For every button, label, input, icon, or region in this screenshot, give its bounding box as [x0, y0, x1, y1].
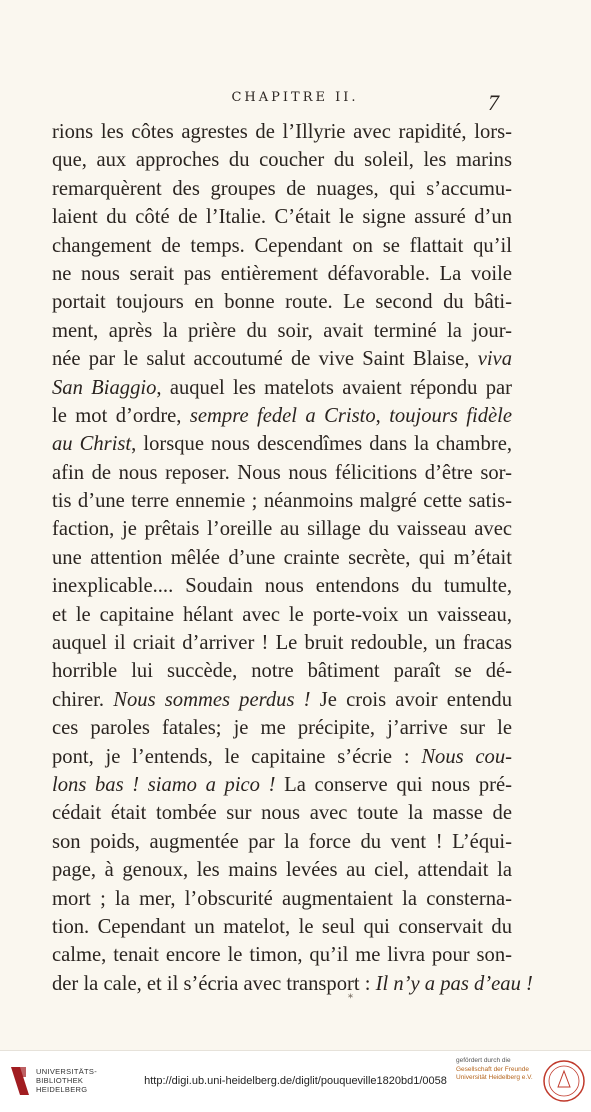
text-line: [52, 743, 512, 771]
italic-phrase: Il n’y a pas d’eau !: [375, 972, 533, 995]
text-line: [52, 714, 512, 742]
text-run: ne nous serait pas entièrement défavorable. La voile: [52, 262, 512, 285]
text-run: rions les côtes agrestes de l’Illyrie avec rapidité, lors-: [52, 121, 512, 143]
text-line: [52, 345, 512, 373]
text-line: [52, 799, 512, 827]
text-run: afin de nous reposer. Nous nous félicitions d’être sor-: [52, 461, 512, 484]
running-head: CHAPITRE II.: [231, 90, 359, 105]
text-run: La conserve qui nous pré-: [275, 773, 512, 796]
text-run: , lorsque nous descendîmes dans la chambre,: [131, 433, 512, 456]
text-run: page, à genoux, les mains levées au ciel, attendait la: [52, 859, 512, 882]
text-line: [52, 487, 512, 515]
text-run: horrible lui succède, notre bâtiment paraît se dé-: [52, 660, 512, 683]
text-run: chirer.: [52, 688, 114, 711]
society-seal-icon: [542, 1059, 586, 1103]
italic-phrase: toujours fidèle: [389, 404, 512, 427]
library-name-line: UNIVERSITÄTS-: [36, 1067, 97, 1076]
text-line: [52, 260, 512, 288]
italic-phrase: San Biaggio: [52, 376, 157, 399]
text-run: cédait était tombée sur nous avec toute la masse de: [52, 802, 512, 825]
sponsor-org-line: Gesellschaft der Freunde: [456, 1065, 529, 1073]
text-line: [52, 175, 512, 203]
body-text: [52, 118, 533, 998]
text-line: [52, 402, 512, 430]
sponsor-label: gefördert durch die: [456, 1057, 511, 1064]
text-line: [52, 657, 512, 685]
page-number: 7: [488, 90, 499, 115]
text-run: changement de temps. Cependant on se flattait qu’il: [52, 234, 512, 257]
text-line: [52, 856, 512, 884]
text-line: [52, 515, 512, 543]
text-run: ment, après la prière du soir, avait terminé la jour-: [52, 319, 512, 342]
italic-phrase: lons bas ! siamo a pico !: [52, 773, 276, 796]
text-run: calme, tenait encore le timon, qu’il me livra pour son-: [52, 944, 512, 967]
text-run: ces paroles fatales; je me précipite, j’arrive sur le: [52, 717, 512, 740]
text-line: [52, 459, 512, 487]
text-run: , auquel les matelots avaient répondu par: [156, 376, 513, 399]
text-line: [52, 118, 512, 146]
text-line: [52, 232, 512, 260]
text-line: [52, 885, 512, 913]
text-run: remarquèrent des groupes de nuages, qui s’accumu-: [52, 177, 512, 200]
sponsor-org-line: Universität Heidelberg e.V.: [456, 1074, 533, 1081]
text-run: que, aux approches du coucher du soleil, les marins: [52, 149, 512, 172]
italic-phrase: Nous cou-: [421, 745, 513, 768]
text-run: tion. Cependant un matelot, le seul qui conservait du: [52, 915, 512, 938]
text-run: et le capitaine hélant avec le porte-voix un vaisseau,: [52, 603, 512, 626]
text-line: [52, 430, 512, 458]
text-run: mort ; la mer, l’obscurité augmentaient la consterna-: [52, 887, 512, 910]
digital-object-link[interactable]: http://digi.ub.uni-heidelberg.de/diglit/pouqueville1820bd1/0058: [144, 1075, 447, 1087]
text-run: faction, je prêtais l’oreille au sillage du vaisseau avec: [52, 518, 512, 541]
text-run: auquel il criait d’arriver ! Le bruit redouble, un fracas: [52, 632, 512, 655]
text-run: inexplicable.... Soudain nous entendons du tumulte,: [52, 575, 512, 598]
library-name-line: BIBLIOTHEK: [36, 1076, 84, 1085]
text-line: [52, 203, 512, 231]
text-run: pont, je l’entends, le capitaine s’écrie :: [52, 745, 422, 768]
text-line: [52, 544, 512, 572]
text-line: [52, 686, 512, 714]
italic-phrase: au Christ: [52, 433, 132, 456]
text-run: ,: [375, 404, 390, 427]
digitization-footer: [0, 1050, 591, 1112]
library-name-line: HEIDELBERG: [36, 1085, 88, 1094]
text-line: [52, 572, 512, 600]
text-line: [52, 146, 512, 174]
text-line: [52, 828, 512, 856]
text-run: der la cale, et il s’écria avec transport :: [52, 972, 376, 995]
text-run: née par le salut accoutumé de vive Saint Blaise,: [52, 348, 478, 371]
text-run: une attention mêlée d’une crainte secrète, qui m’était: [52, 546, 512, 569]
text-line: [52, 771, 512, 799]
text-run: laient du côté de l’Italie. C’était le signe assuré d’un: [52, 206, 512, 229]
text-run: Je crois avoir entendu: [310, 688, 512, 711]
italic-phrase: Nous sommes perdus !: [113, 688, 311, 711]
text-run: son poids, augmentée par la force du vent ! L’équi-: [52, 830, 512, 853]
text-line: [52, 374, 512, 402]
text-line: [52, 913, 512, 941]
italic-phrase: sempre fedel a Cristo: [189, 404, 376, 427]
text-line: [52, 317, 512, 345]
text-line: [52, 970, 533, 998]
text-run: tis d’une terre ennemie ; néanmoins malgré cette satis-: [52, 490, 512, 513]
text-line: [52, 288, 512, 316]
italic-phrase: viva: [477, 348, 512, 371]
text-run: le mot d’ordre,: [52, 404, 190, 427]
text-line: [52, 941, 512, 969]
sponsor-credit: [456, 1057, 533, 1083]
text-run: portait toujours en bonne route. Le second du bâti-: [52, 291, 512, 314]
text-line: [52, 629, 512, 657]
printer-mark: *: [348, 993, 353, 1004]
text-line: [52, 601, 512, 629]
